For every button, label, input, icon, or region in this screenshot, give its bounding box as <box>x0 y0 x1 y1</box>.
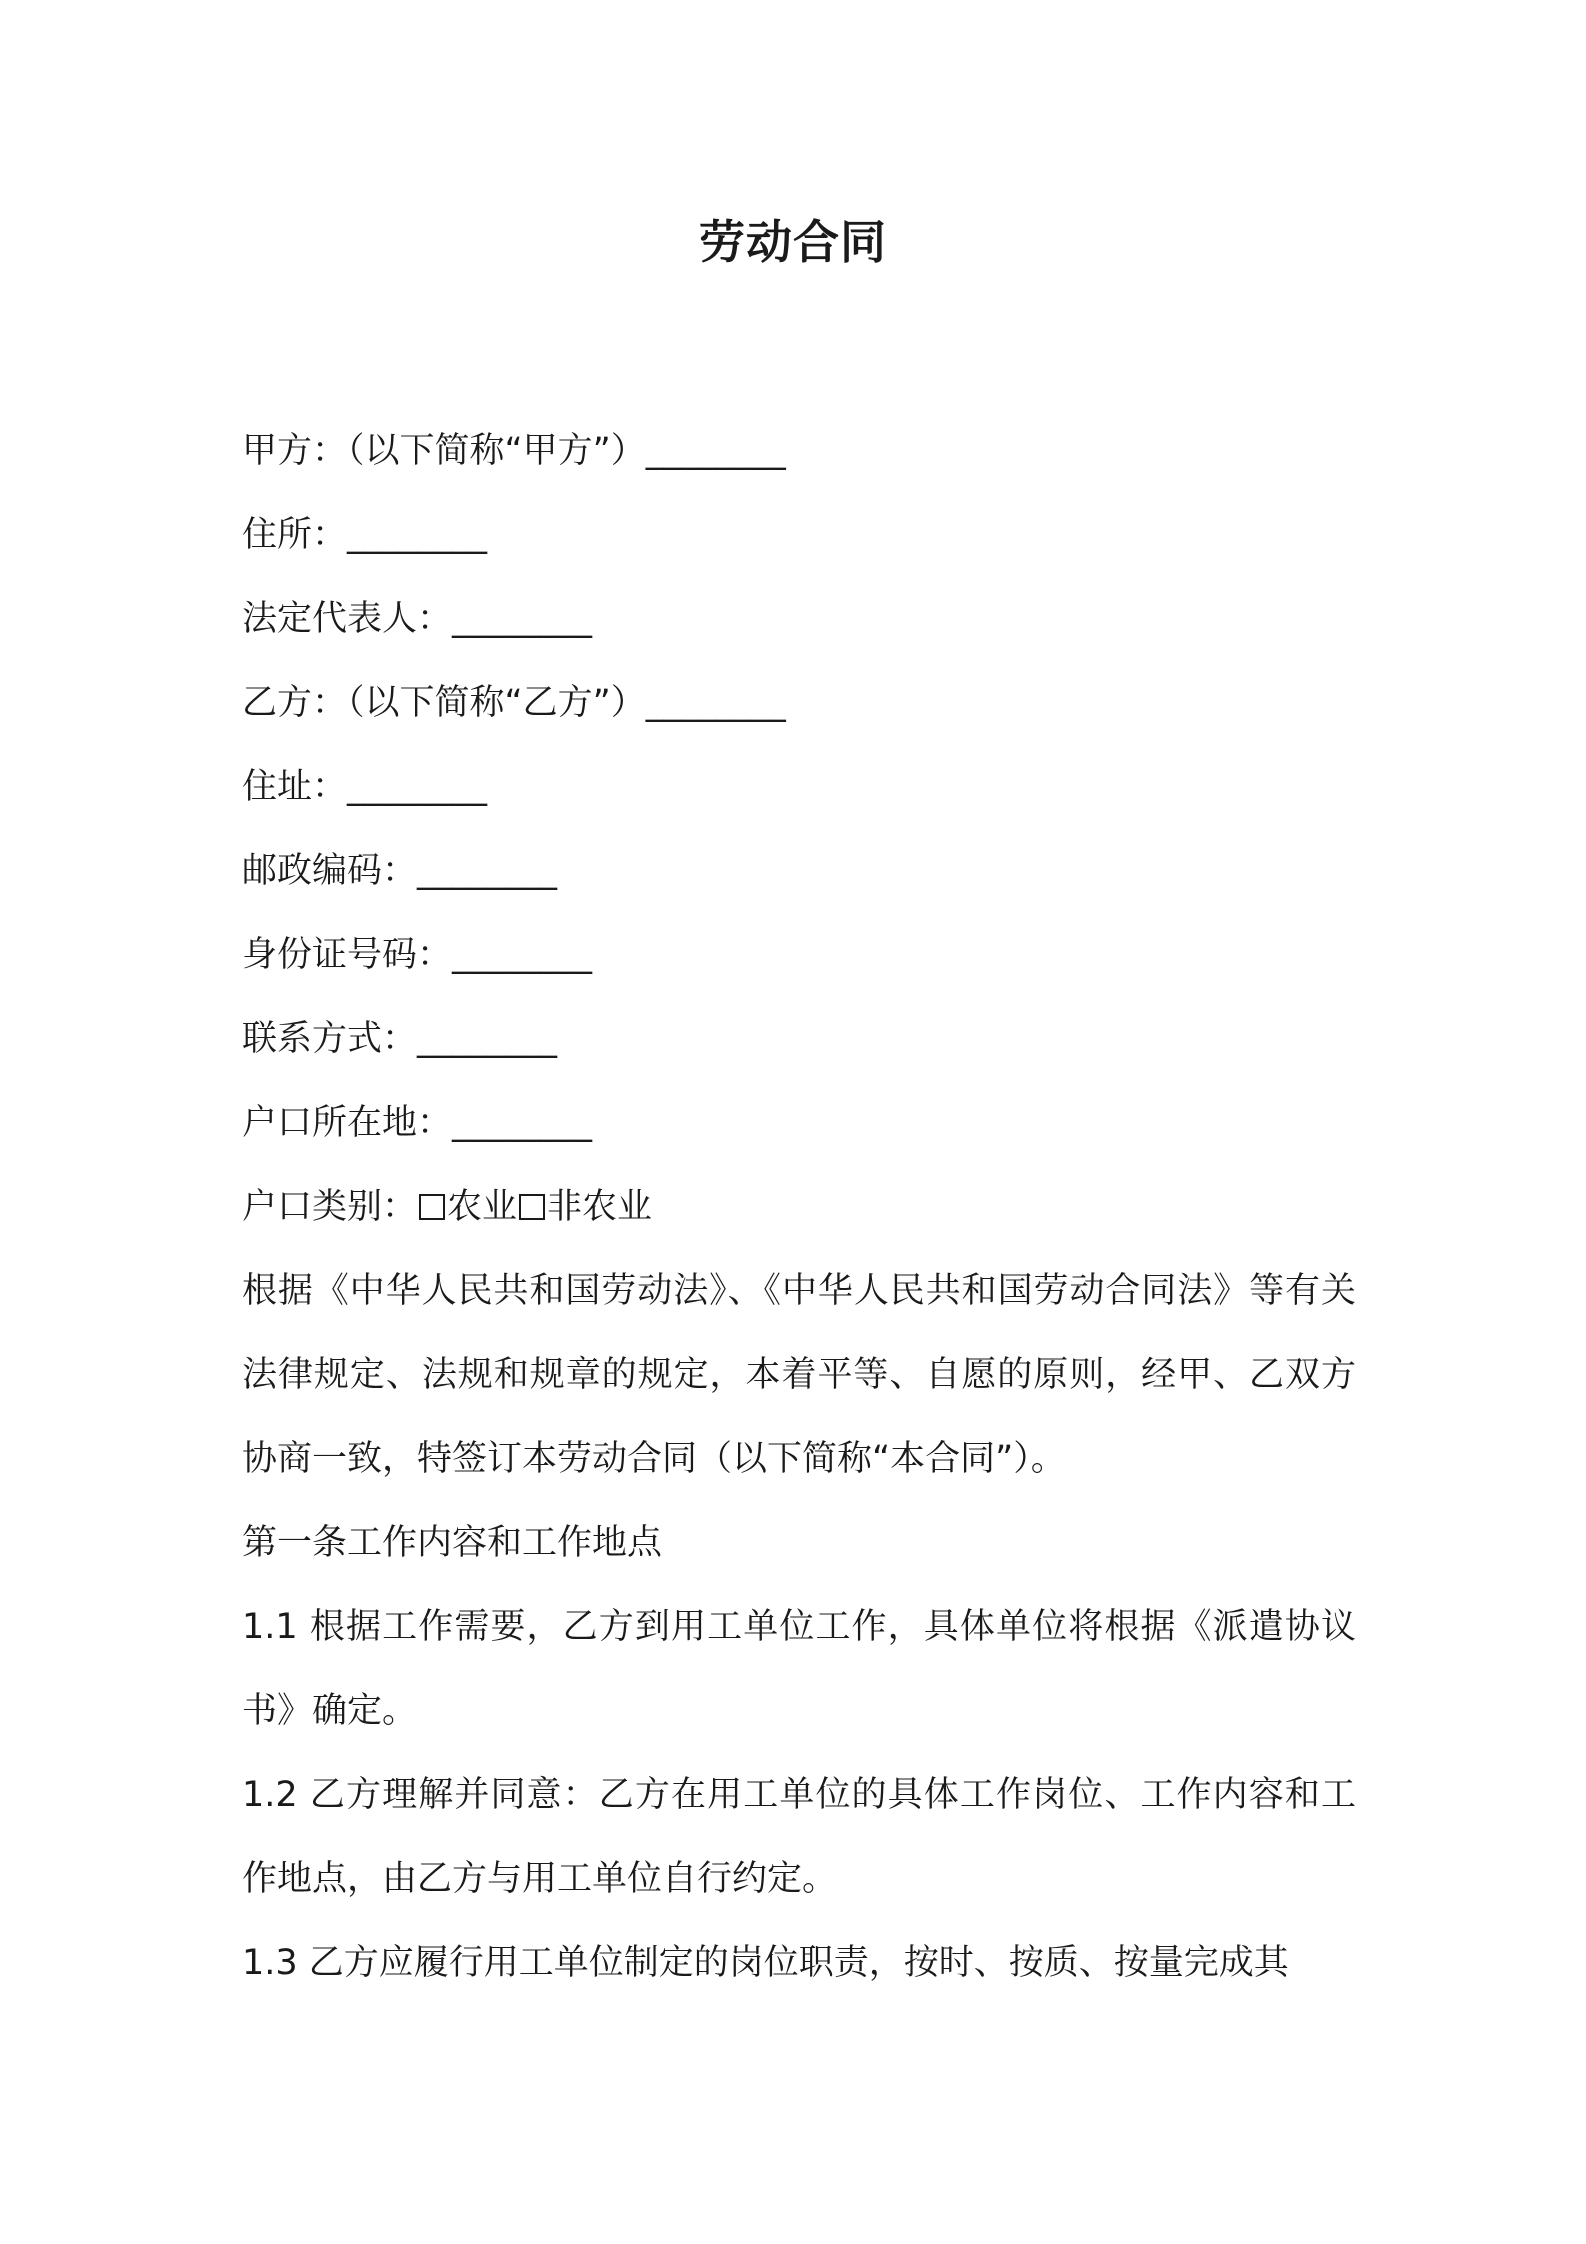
document-body <box>242 409 1356 2005</box>
option-label: 农业 <box>447 1187 518 1227</box>
field-label: 户口类别： <box>242 1187 418 1227</box>
field-blank: ________ <box>417 1019 558 1059</box>
field-party-a <box>242 409 1356 493</box>
field-label: 住址： <box>242 767 348 807</box>
article-heading: 第一条工作内容和工作地点 <box>242 1523 663 1563</box>
field-postal-code <box>242 829 1356 913</box>
field-blank: ________ <box>347 515 488 555</box>
clause-1-1: 1.1 根据工作需要，乙方到用工单位工作，具体单位将根据《派遣协议书》确定。 <box>242 1607 1356 1731</box>
field-address <box>242 745 1356 829</box>
field-label: 户口所在地： <box>242 1103 453 1143</box>
field-blank: ________ <box>645 431 786 471</box>
field-blank: ________ <box>417 851 558 891</box>
field-blank: ________ <box>452 1103 593 1143</box>
intro-paragraph: 根据《中华人民共和国劳动法》、《中华人民共和国劳动合同法》等有关法律规定、法规和规章的规定，本着平等、自愿的原则，经甲、乙双方协商一致，特签订本劳动合同（以下简称“本合同”）。 <box>242 1271 1356 1479</box>
field-party-b <box>242 661 1356 745</box>
document-title: 劳动合同 <box>699 215 887 269</box>
field-label: 乙方：（以下简称“乙方”） <box>242 683 646 723</box>
field-label: 身份证号码： <box>242 935 453 975</box>
checkbox-agricultural[interactable] <box>419 1194 445 1220</box>
field-label: 法定代表人： <box>242 599 453 639</box>
field-blank: ________ <box>347 767 488 807</box>
clause-1-3: 1.3 乙方应履行用工单位制定的岗位职责，按时、按质、按量完成其 <box>242 1943 1289 1983</box>
field-blank: ________ <box>452 599 593 639</box>
field-legal-representative <box>242 577 1356 661</box>
field-domicile <box>242 493 1356 577</box>
field-label: 联系方式： <box>242 1019 418 1059</box>
field-label: 邮政编码： <box>242 851 418 891</box>
option-label: 非农业 <box>547 1187 653 1227</box>
field-hukou-type <box>242 1165 1356 1249</box>
field-blank: ________ <box>452 935 593 975</box>
field-label: 住所： <box>242 515 348 555</box>
field-id-number <box>242 913 1356 997</box>
clause-1-2: 1.2 乙方理解并同意：乙方在用工单位的具体工作岗位、工作内容和工作地点，由乙方与用工单位自行约定。 <box>242 1775 1356 1899</box>
field-label: 甲方：（以下简称“甲方”） <box>242 431 646 471</box>
field-hukou-location <box>242 1081 1356 1165</box>
checkbox-non-agricultural[interactable] <box>519 1194 545 1220</box>
field-blank: ________ <box>645 683 786 723</box>
field-contact <box>242 997 1356 1081</box>
